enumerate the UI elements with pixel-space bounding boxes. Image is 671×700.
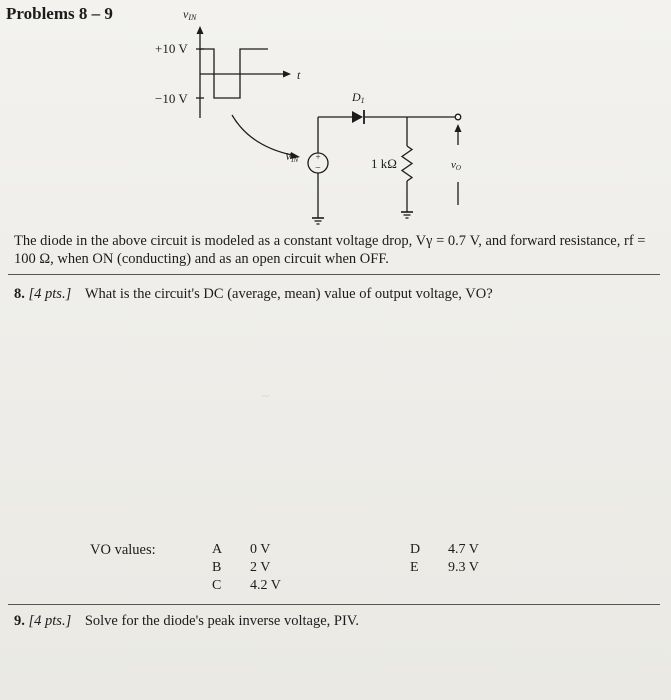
ghost-mark: ~ [262,388,270,403]
q8-number: 8. [14,286,25,302]
q9-text: Solve for the diode's peak inverse voltage, PIV. [84,613,360,629]
diode-model-description: The diode in the above circuit is modeled as a constant voltage drop, Vγ = 0.7 V, and forward resistance, rf = 100 Ω, when ON (conducting) and as an open circuit when OFF. [14,233,646,267]
q8-points: [4 pts.] [28,286,72,302]
diode-label: D [352,90,361,104]
option-d-letter: D [410,542,421,557]
svg-text:vO: vO [451,159,461,172]
option-b-letter: B [212,560,222,575]
question-9 [14,613,359,630]
output-label: v [451,159,456,171]
svg-text:−: − [315,163,321,174]
question-8 [14,286,493,303]
svg-text:vIN: vIN [183,7,197,22]
pointer-curve [232,115,292,155]
diode-symbol [352,111,363,123]
axis-arrow-up [197,26,204,34]
vin-axis-label: v [183,7,189,21]
vo-values-label: VO values: [90,542,156,558]
option-a-value: 0 V [250,542,271,557]
page-title: Problems 8 – 9 [6,4,113,23]
option-e-value: 9.3 V [448,560,479,575]
output-terminal [455,114,461,120]
source-label: V [285,152,292,163]
svg-text:VIN: $V_{IN}$ [285,152,299,164]
divider-top [8,274,660,275]
neg-level-label: −10 V [155,91,188,106]
q9-points: [4 pts.] [28,613,72,629]
resistor-label: 1 kΩ [371,156,397,171]
option-e-letter: E [410,560,419,575]
option-a-letter: A [212,542,223,557]
circuit-figure [0,0,671,230]
q9-number: 9. [14,613,25,629]
svg-text:D1: D1 [352,90,365,105]
option-c-value: 4.2 V [250,578,281,593]
t-axis-label: t [297,68,301,82]
resistor-symbol [402,146,412,181]
pos-level-label: +10 V [155,41,188,56]
svg-text:+: + [315,152,321,162]
option-b-value: 2 V [250,560,271,575]
option-c-letter: C [212,578,222,593]
axis-arrow-right [283,71,291,78]
divider-bottom [8,604,660,605]
option-d-value: 4.7 V [448,542,479,557]
q8-text: What is the circuit's DC (average, mean) value of output voltage, VO? [84,286,493,302]
